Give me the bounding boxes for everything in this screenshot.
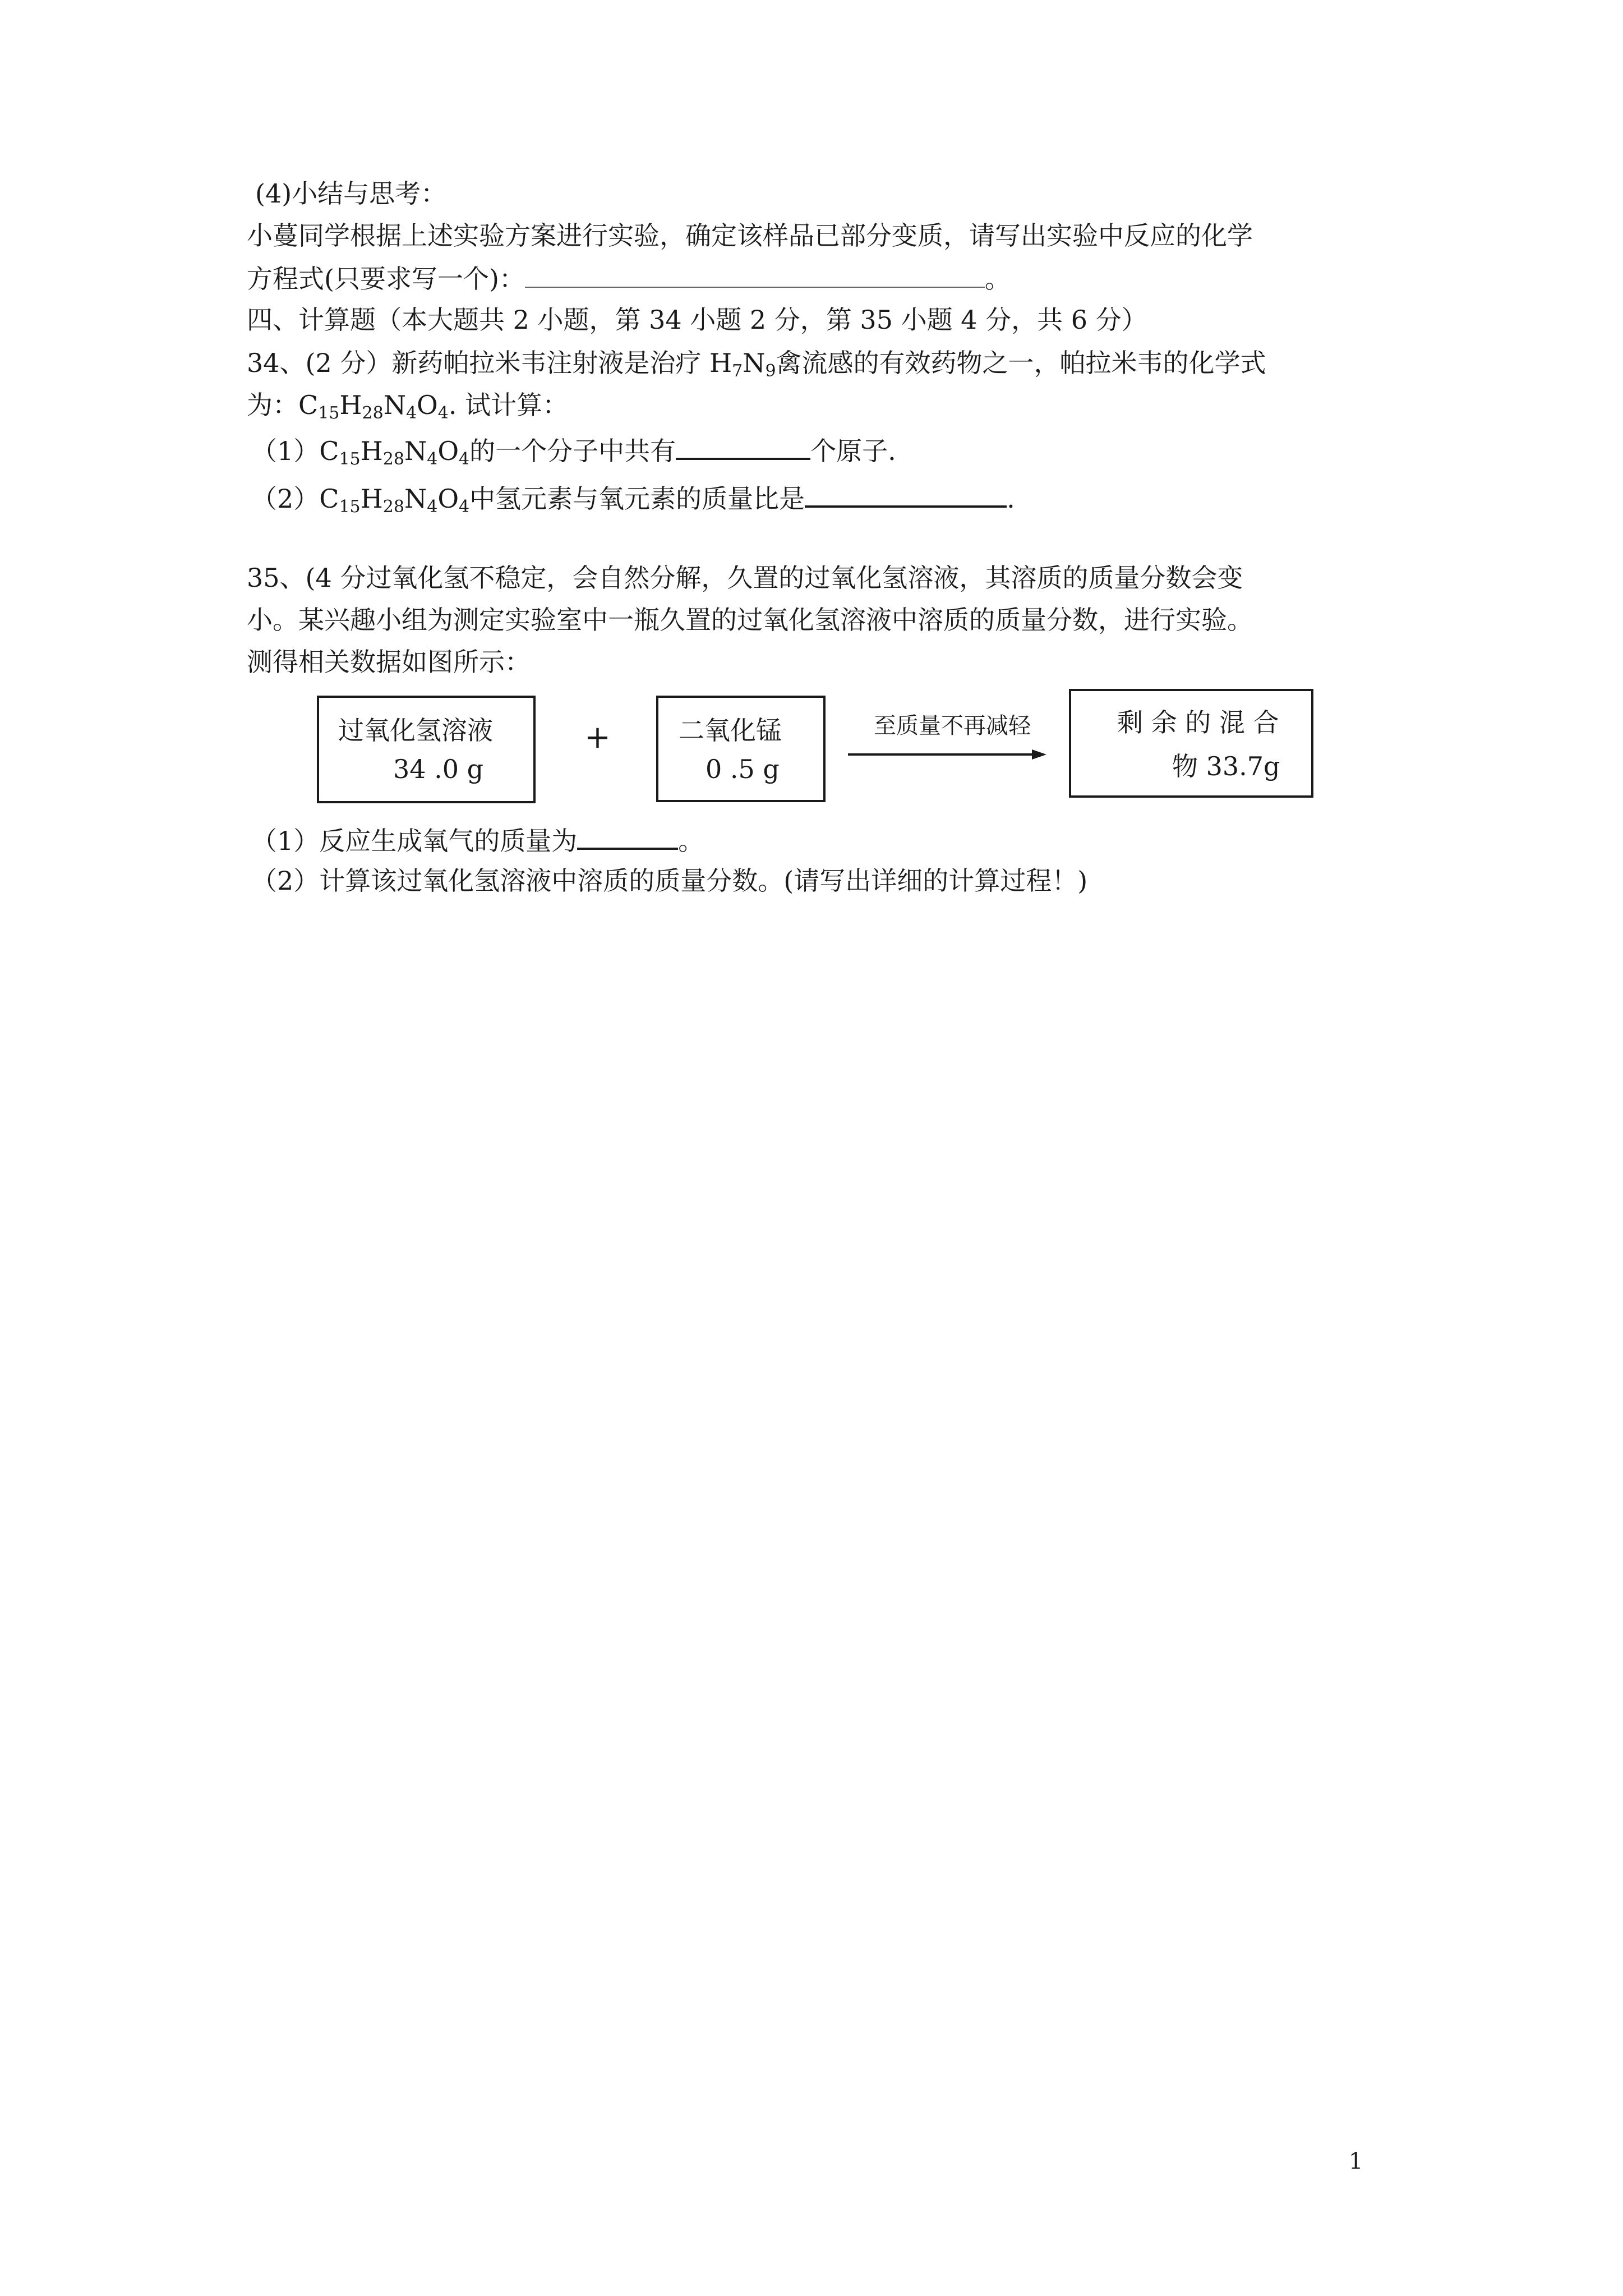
remaining-mixture-box: [1069, 689, 1313, 798]
box1-label: 过氧化氢溶液: [338, 715, 493, 746]
para-1-line-2-suffix: 。: [984, 264, 1011, 294]
q34-sub1-h-sub: 28: [382, 449, 404, 469]
q34-line-1: [247, 346, 1266, 380]
q34-line-2: [247, 388, 568, 422]
equation-blank[interactable]: [525, 261, 985, 288]
q34-line-1-a: 34、(2 分）新药帕拉米韦注射液是治疗 H: [247, 348, 732, 378]
q35-sub1-suffix: 。: [678, 826, 704, 856]
q34-sub1-o: O: [437, 436, 459, 466]
arrow-label: 至质量不再减轻: [874, 713, 1031, 739]
q34-sub1-prefix: （1）C: [251, 436, 339, 466]
q34-sub2-o: O: [437, 484, 459, 514]
atom-count-blank[interactable]: [676, 432, 810, 460]
part-4-heading: 四、计算题（本大题共 2 小题，第 34 小题 2 分，第 35 小题 4 分，共 6 分）: [247, 305, 1147, 335]
hydrogen-peroxide-box: [317, 696, 536, 803]
reaction-arrow-icon: [847, 746, 1049, 763]
manganese-dioxide-box: [656, 696, 826, 802]
formula-n: N: [383, 390, 406, 420]
para-1-line-2: [247, 261, 1011, 296]
para-1-line-1: 小蔓同学根据上述实验方案进行实验，确定该样品已部分变质，请写出实验中反应的化学: [247, 220, 1253, 251]
formula-c: 为：C: [247, 390, 319, 420]
formula-o-sub: 4: [437, 403, 449, 423]
q34-sub2-h: H: [360, 484, 383, 514]
q34-sub1-suffix: 个原子.: [810, 436, 896, 466]
box1-value: 34 .0 g: [393, 754, 484, 784]
q34-h-subscript: 7: [732, 361, 743, 381]
box3-label: 剩 余 的 混 合: [1117, 707, 1279, 738]
q34-sub2-o-sub: 4: [459, 497, 470, 517]
q34-sub2-c-sub: 15: [339, 497, 361, 517]
formula-o: O: [417, 390, 438, 420]
q34-sub2-h-sub: 28: [382, 497, 404, 517]
plus-sign: +: [584, 719, 611, 756]
formula-c-sub: 15: [318, 403, 340, 423]
q34-sub2-suffix: .: [1007, 484, 1015, 514]
page-number: 1: [1349, 2148, 1363, 2174]
q34-line-1-b: 禽流感的有效药物之一，帕拉米韦的化学式: [776, 348, 1266, 378]
q35-sub-1: [251, 822, 704, 858]
q35-line-3: 测得相关数据如图所示：: [247, 647, 531, 677]
q34-sub2-n-sub: 4: [427, 497, 438, 517]
q34-sub2-n: N: [404, 484, 427, 514]
q35-line-2: 小。某兴趣小组为测定实验室中一瓶久置的过氧化氢溶液中溶质的质量分数，进行实验。: [247, 605, 1253, 635]
mass-ratio-blank[interactable]: [805, 480, 1007, 508]
box2-label: 二氧化锰: [679, 715, 782, 746]
q34-sub-1: [251, 432, 896, 468]
q34-sub1-n: N: [404, 436, 427, 466]
q34-line-2-suffix: . 试计算：: [448, 390, 569, 420]
q34-sub2-mid: 中氢元素与氧元素的质量比是: [469, 484, 805, 514]
q34-sub1-c-sub: 15: [339, 449, 361, 469]
q34-sub1-n-sub: 4: [427, 449, 438, 469]
formula-n-sub: 4: [405, 403, 417, 423]
oxygen-mass-blank[interactable]: [577, 822, 678, 850]
box3-value: 物 33.7g: [1172, 751, 1280, 781]
q34-sub-2: [251, 480, 1015, 516]
q35-line-1: 35、(4 分过氧化氢不稳定，会自然分解，久置的过氧化氢溶液，其溶质的质量分数会变: [247, 563, 1243, 593]
q34-n-subscript: 9: [765, 361, 776, 381]
para-1-line-2-prefix: 方程式(只要求写一个)：: [247, 264, 525, 294]
formula-h: H: [339, 390, 362, 420]
q34-sub1-o-sub: 4: [459, 449, 470, 469]
box2-value: 0 .5 g: [706, 754, 780, 784]
q34-sub1-h: H: [360, 436, 383, 466]
q34-sub1-mid: 的一个分子中共有: [469, 436, 676, 466]
q34-sub2-prefix: （2）C: [251, 484, 339, 514]
q35-sub1-prefix: （1）反应生成氧气的质量为: [251, 826, 578, 856]
formula-h-sub: 28: [362, 403, 384, 423]
q35-sub-2: （2）计算该过氧化氢溶液中溶质的质量分数。(请写出详细的计算过程！): [251, 866, 1088, 896]
q34-n-char: N: [743, 348, 766, 378]
section-4-heading: (4)小结与思考：: [255, 178, 447, 209]
